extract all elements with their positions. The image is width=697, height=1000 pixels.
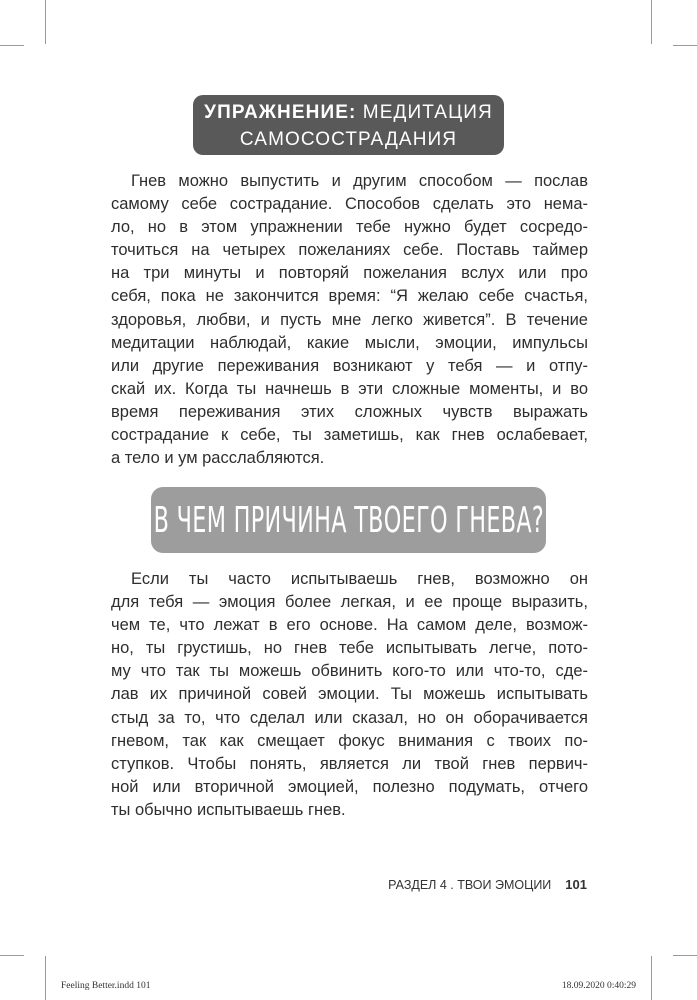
text-line: ступков. Чтобы понять, является ли твой гнев первич- [111,754,588,773]
text-line: Гнев можно выпустить и другим способом — послав [131,172,588,190]
text-line: лав их причиной совей эмоции. Ты можешь испытывать [111,685,588,704]
exercise-title-rest: МЕДИТАЦИЯ [356,102,493,123]
exercise-title-line1 [193,99,504,126]
footer-section-title: РАЗДЕЛ 4 . ТВОИ ЭМОЦИИ [388,878,552,892]
page-number: 101 [565,877,587,892]
crop-mark [673,45,697,46]
text-line: чем те, что лежат в его основе. На самом деле, возмож- [111,616,588,635]
text-line: а тело и ум расслабляются. [111,449,325,468]
crop-mark [0,955,24,956]
text-line: медитации наблюдай, какие мысли, эмоции, импульсы [111,333,588,352]
section-heading: В ЧЕМ ПРИЧИНА ТВОЕГО ГНЕВА? [153,499,544,541]
text-line: Если ты часто испытываешь гнев, возможно он [131,570,588,588]
text-line: или другие переживания возникают у тебя — и отпу- [111,356,588,375]
text-line: гневом, так как смещает фокус внимания с твоих по- [111,731,588,750]
crop-mark [651,0,652,44]
text-line: на три минуты и повторяй пожелания вслух или про [111,264,588,283]
crop-mark [45,956,46,1000]
text-line: ло, но в этом упражнении тебе нужно будет сосредо- [111,218,588,237]
running-footer [388,877,587,892]
text-line: ты обычно испытываешь гнев. [111,800,346,819]
exercise-title-line2: САМОСОСТРАДАНИЯ [239,129,458,150]
crop-mark [0,45,24,46]
exercise-title-bold: УПРАЖНЕНИЕ: [204,102,357,123]
text-line: время переживания этих сложных чувств выражать [111,402,588,421]
text-line: но, ты грустишь, но гнев тебе испытывать легче, пото- [111,639,588,658]
body-paragraph [111,568,588,822]
exercise-title-banner [193,95,504,155]
slug-timestamp: 18.09.2020 0:40:29 [561,981,636,991]
text-line: стыд за то, что сделал или сказал, но он оборачивается [111,708,588,727]
crop-mark [651,956,652,1000]
text-line: ной или вторичной эмоцией, полезно подумать, отчего [111,777,588,796]
slug-filename: Feeling Better.indd 101 [61,981,151,991]
text-line: для тебя — эмоция более легкая, и ее проще выразить, [111,593,588,612]
exercise-paragraph [111,170,588,470]
text-line: здоровья, любви, и пусть мне легко живется”. В течение [111,310,588,329]
text-line: самому себе сострадание. Способов сделать это нема- [111,195,588,214]
text-line: скай их. Когда ты начнешь в эти сложные моменты, и во [111,379,588,398]
crop-mark [45,0,46,44]
crop-mark [673,955,697,956]
text-line: му что так ты можешь обвинить кого-то или что-то, сде- [111,662,588,681]
text-line: точиться на четырех пожеланиях себе. Поставь таймер [111,241,588,260]
text-line: себя, пока не закончится время: “Я желаю себе счастья, [111,287,588,306]
text-line: сострадание к себе, ты заметишь, как гнев ослабевает, [111,426,588,445]
section-heading-banner [151,487,546,553]
